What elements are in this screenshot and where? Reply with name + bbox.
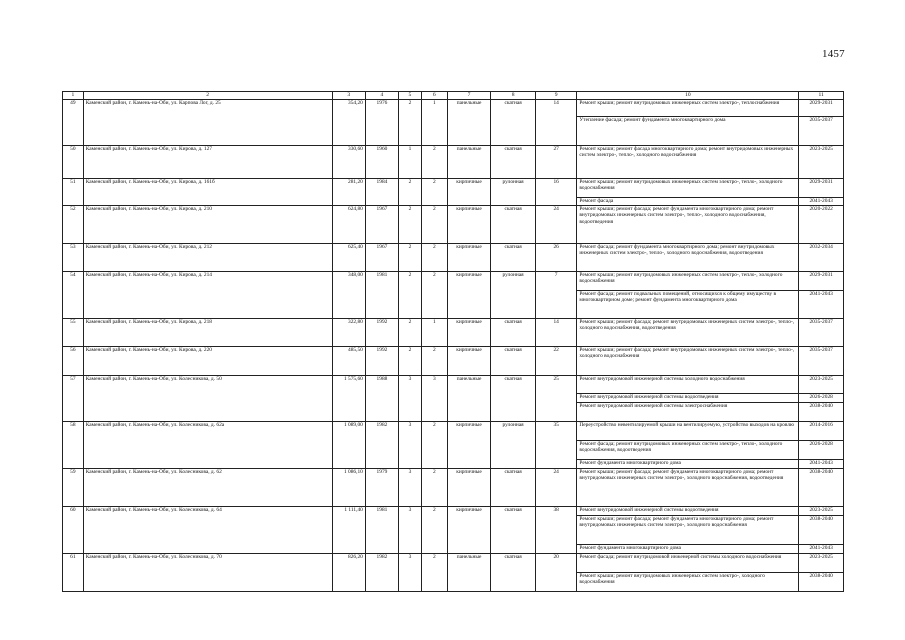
column-number: 6 <box>421 92 447 100</box>
wall-material-cell: панельные <box>447 554 491 592</box>
wall-material-cell: кирпичные <box>447 422 491 469</box>
work-period-cell: 2038-2040 <box>799 403 844 422</box>
wall-material-cell: кирпичные <box>447 319 491 347</box>
area-cell: 1 575,60 <box>332 376 365 422</box>
entrances-cell: 2 <box>421 179 447 206</box>
work-description-cell: Ремонт внутридомовой инженерной системы электроснабжения <box>577 403 799 422</box>
area-cell: 624,80 <box>332 206 365 244</box>
year-cell: 1982 <box>365 554 398 592</box>
roof-type-cell: скатная <box>491 554 536 592</box>
entrances-cell: 2 <box>421 347 447 376</box>
work-description-cell: Ремонт фасада; ремонт фундамента многоквартирного дома; ремонт внутридомовых инженерных систем электро-, тепло-, холодного водоснабжения, водоотведения <box>577 244 799 272</box>
entrances-cell: 2 <box>421 469 447 507</box>
table-row <box>63 100 844 117</box>
housing-register-table <box>62 91 844 592</box>
column-number: 8 <box>491 92 536 100</box>
column-number: 10 <box>577 92 799 100</box>
entrances-cell: 2 <box>421 244 447 272</box>
year-cell: 1960 <box>365 146 398 179</box>
entrances-cell: 2 <box>421 206 447 244</box>
table-row <box>63 554 844 573</box>
area-cell: 348,00 <box>332 272 365 319</box>
work-description-cell: Ремонт крыши; ремонт фасада; ремонт внутридомовых инженерных систем электро-, тепло-, холодного водоснабжения <box>577 347 799 376</box>
address-cell: Каменский район, г. Камень-на-Оби, ул. Колесникова, д. 64 <box>83 507 332 554</box>
table-row <box>63 507 844 516</box>
floors-cell: 3 <box>399 507 422 554</box>
year-cell: 1967 <box>365 206 398 244</box>
address-cell: Каменский район, г. Камень-на-Оби, ул. Карпова Лог, д. 25 <box>83 100 332 146</box>
year-cell: 1992 <box>365 319 398 347</box>
column-number: 9 <box>535 92 576 100</box>
address-cell: Каменский район, г. Камень-на-Оби, ул. Кирова, д. 214 <box>83 272 332 319</box>
row-number-cell: 56 <box>63 347 84 376</box>
address-cell: Каменский район, г. Камень-на-Оби, ул. Кирова, д. 218 <box>83 319 332 347</box>
work-description-cell: Переустройство невентилируемой крыши на вентилируемую, устройство выходов на кровлю <box>577 422 799 441</box>
year-cell: 1981 <box>365 272 398 319</box>
entrances-cell: 2 <box>421 507 447 554</box>
work-period-cell: 2023-2025 <box>799 376 844 394</box>
area-cell: 625,40 <box>332 244 365 272</box>
entrances-cell: 2 <box>421 146 447 179</box>
roof-type-cell: рулонная <box>491 422 536 469</box>
row-number-cell: 52 <box>63 206 84 244</box>
roof-type-cell: скатная <box>491 100 536 146</box>
work-period-cell: 2041-2043 <box>799 198 844 206</box>
work-period-cell: 2023-2025 <box>799 146 844 179</box>
year-cell: 1988 <box>365 376 398 422</box>
row-number-cell: 50 <box>63 146 84 179</box>
column-number: 3 <box>332 92 365 100</box>
work-period-cell: 2041-2043 <box>799 460 844 469</box>
table-row <box>63 206 844 244</box>
row-number-cell: 51 <box>63 179 84 206</box>
table-row <box>63 179 844 198</box>
area-cell: 1 111,40 <box>332 507 365 554</box>
floors-cell: 2 <box>399 347 422 376</box>
table-row <box>63 146 844 179</box>
area-cell: 1 089,00 <box>332 422 365 469</box>
row-number-cell: 57 <box>63 376 84 422</box>
work-description-cell: Ремонт фундамента многоквартирного дома <box>577 545 799 554</box>
column-number: 4 <box>365 92 398 100</box>
area-cell: 330,60 <box>332 146 365 179</box>
work-description-cell: Ремонт внутридомовой инженерной системы водоотведения <box>577 507 799 516</box>
floors-cell: 3 <box>399 376 422 422</box>
work-period-cell: 2026-2028 <box>799 441 844 460</box>
work-period-cell: 2026-2028 <box>799 394 844 403</box>
table-body <box>63 100 844 592</box>
page-number: 1457 <box>822 48 845 60</box>
floors-cell: 2 <box>399 272 422 319</box>
work-period-cell: 2032-2034 <box>799 244 844 272</box>
residents-cell: 35 <box>535 422 576 469</box>
work-period-cell: 2038-2040 <box>799 516 844 545</box>
address-cell: Каменский район, г. Камень-на-Оби, ул. Кирова, д. 212 <box>83 244 332 272</box>
work-description-cell: Ремонт фундамента многоквартирного дома <box>577 460 799 469</box>
year-cell: 1979 <box>365 469 398 507</box>
area-cell: 281,20 <box>332 179 365 206</box>
floors-cell: 2 <box>399 244 422 272</box>
address-cell: Каменский район, г. Камень-на-Оби, ул. Кирова, д. 127 <box>83 146 332 179</box>
area-cell: 1 086,10 <box>332 469 365 507</box>
work-period-cell: 2041-2043 <box>799 291 844 319</box>
table-row <box>63 422 844 441</box>
address-cell: Каменский район, г. Камень-на-Оби, ул. Кирова, д. 210 <box>83 206 332 244</box>
roof-type-cell: скатная <box>491 507 536 554</box>
roof-type-cell: рулонная <box>491 272 536 319</box>
table-row <box>63 347 844 376</box>
wall-material-cell: кирпичные <box>447 244 491 272</box>
floors-cell: 3 <box>399 554 422 592</box>
table-row <box>63 272 844 291</box>
row-number-cell: 59 <box>63 469 84 507</box>
residents-cell: 14 <box>535 319 576 347</box>
work-period-cell: 2023-2025 <box>799 507 844 516</box>
year-cell: 1982 <box>365 422 398 469</box>
work-description-cell: Ремонт внутридомовой инженерной системы холодного водоснабжения <box>577 376 799 394</box>
work-description-cell: Ремонт фасада <box>577 198 799 206</box>
work-period-cell: 2029-2031 <box>799 179 844 198</box>
row-number-cell: 53 <box>63 244 84 272</box>
residents-cell: 20 <box>535 554 576 592</box>
year-cell: 1981 <box>365 507 398 554</box>
roof-type-cell: рулонная <box>491 179 536 206</box>
roof-type-cell: скатная <box>491 206 536 244</box>
column-number: 1 <box>63 92 84 100</box>
residents-cell: 7 <box>535 272 576 319</box>
residents-cell: 26 <box>535 244 576 272</box>
floors-cell: 3 <box>399 469 422 507</box>
wall-material-cell: кирпичные <box>447 347 491 376</box>
column-number: 11 <box>799 92 844 100</box>
work-period-cell: 2014-2016 <box>799 422 844 441</box>
entrances-cell: 1 <box>421 319 447 347</box>
row-number-cell: 54 <box>63 272 84 319</box>
row-number-cell: 60 <box>63 507 84 554</box>
work-description-cell: Ремонт фасада; ремонт внутридомовой инженерной системы холодного водоснабжения <box>577 554 799 573</box>
floors-cell: 1 <box>399 146 422 179</box>
work-description-cell: Ремонт крыши; ремонт внутридомовых инженерных систем электро-, холодного водоснабжения <box>577 573 799 592</box>
wall-material-cell: кирпичные <box>447 206 491 244</box>
row-number-cell: 49 <box>63 100 84 146</box>
entrances-cell: 2 <box>421 554 447 592</box>
residents-cell: 22 <box>535 347 576 376</box>
wall-material-cell: кирпичные <box>447 272 491 319</box>
wall-material-cell: кирпичные <box>447 469 491 507</box>
work-period-cell: 2038-2040 <box>799 573 844 592</box>
work-period-cell: 2038-2040 <box>799 469 844 507</box>
roof-type-cell: скатная <box>491 347 536 376</box>
row-number-cell: 55 <box>63 319 84 347</box>
work-description-cell: Ремонт крыши; ремонт фасада; ремонт фундамента многоквартирного дома; ремонт внутридомовых инженерных систем электро-, холодного водоснабжения <box>577 516 799 545</box>
area-cell: 485,50 <box>332 347 365 376</box>
area-cell: 826,20 <box>332 554 365 592</box>
work-description-cell: Ремонт фасада; ремонт внутридомовых инженерных систем электро-, тепло-, холодного водоснабжения, водоотведения <box>577 441 799 460</box>
table-row <box>63 319 844 347</box>
floors-cell: 2 <box>399 206 422 244</box>
wall-material-cell: панельные <box>447 146 491 179</box>
work-description-cell: Ремонт крыши; ремонт внутридомовых инженерных систем электро-, теплоснабжения <box>577 100 799 117</box>
wall-material-cell: панельные <box>447 376 491 422</box>
address-cell: Каменский район, г. Камень-на-Оби, ул. Колесникова, д. 62а <box>83 422 332 469</box>
work-period-cell: 2029-2031 <box>799 100 844 117</box>
residents-cell: 24 <box>535 469 576 507</box>
work-period-cell: 2020-2022 <box>799 206 844 244</box>
entrances-cell: 2 <box>421 422 447 469</box>
address-cell: Каменский район, г. Камень-на-Оби, ул. Кирова, д. 161б <box>83 179 332 206</box>
residents-cell: 24 <box>535 206 576 244</box>
roof-type-cell: скатная <box>491 146 536 179</box>
roof-type-cell: скатная <box>491 244 536 272</box>
work-description-cell: Ремонт фасада; ремонт подвальных помещений, относящихся к общему имуществу в многоквартирном доме; ремонт фундамента многоквартирного дома <box>577 291 799 319</box>
wall-material-cell: кирпичные <box>447 507 491 554</box>
residents-cell: 14 <box>535 100 576 146</box>
year-cell: 1992 <box>365 347 398 376</box>
entrances-cell: 1 <box>421 100 447 146</box>
roof-type-cell: скатная <box>491 376 536 422</box>
entrances-cell: 3 <box>421 376 447 422</box>
wall-material-cell: панельные <box>447 100 491 146</box>
work-description-cell: Ремонт крыши; ремонт фасада; ремонт фундамента многоквартирного дома; ремонт внутридомовых инженерных систем электро-, холодного водоснабжения, водоотведения <box>577 469 799 507</box>
work-period-cell: 2029-2031 <box>799 272 844 291</box>
table-row <box>63 376 844 394</box>
column-number: 2 <box>83 92 332 100</box>
column-number-row <box>63 92 844 100</box>
floors-cell: 3 <box>399 422 422 469</box>
area-cell: 322,80 <box>332 319 365 347</box>
table-row <box>63 469 844 507</box>
roof-type-cell: скатная <box>491 319 536 347</box>
work-description-cell: Ремонт крыши; ремонт фасада; ремонт фундамента многоквартирного дома; ремонт внутридомовых инженерных систем электро-, тепло-, холодного водоснабжения, водоотведения <box>577 206 799 244</box>
year-cell: 1976 <box>365 100 398 146</box>
floors-cell: 2 <box>399 319 422 347</box>
roof-type-cell: скатная <box>491 469 536 507</box>
work-period-cell: 2035-2037 <box>799 347 844 376</box>
work-period-cell: 2035-2037 <box>799 117 844 146</box>
row-number-cell: 58 <box>63 422 84 469</box>
work-description-cell: Ремонт крыши; ремонт фасада многоквартирного дома; ремонт внутридомовых инженерных систем электро-, тепло-, холодного водоснабжения <box>577 146 799 179</box>
column-number: 5 <box>399 92 422 100</box>
floors-cell: 2 <box>399 179 422 206</box>
work-description-cell: Ремонт внутридомовой инженерной системы водоотведения <box>577 394 799 403</box>
residents-cell: 38 <box>535 507 576 554</box>
work-description-cell: Утепление фасада; ремонт фундамента многоквартирного дома <box>577 117 799 146</box>
address-cell: Каменский район, г. Камень-на-Оби, ул. Кирова, д. 220 <box>83 347 332 376</box>
year-cell: 1967 <box>365 244 398 272</box>
address-cell: Каменский район, г. Камень-на-Оби, ул. Колесникова, д. 62 <box>83 469 332 507</box>
work-description-cell: Ремонт крыши; ремонт фасада; ремонт внутридомовых инженерных систем электро-, тепло-, холодного водоснабжения, водоотведения <box>577 319 799 347</box>
area-cell: 354,20 <box>332 100 365 146</box>
work-description-cell: Ремонт крыши; ремонт внутридомовых инженерных систем электро-, тепло-, холодного водоснабжения <box>577 272 799 291</box>
table-row <box>63 244 844 272</box>
year-cell: 1984 <box>365 179 398 206</box>
entrances-cell: 2 <box>421 272 447 319</box>
wall-material-cell: кирпичные <box>447 179 491 206</box>
residents-cell: 25 <box>535 376 576 422</box>
residents-cell: 27 <box>535 146 576 179</box>
work-description-cell: Ремонт крыши; ремонт внутридомовых инженерных систем электро-, тепло-, холодного водоснабжения <box>577 179 799 198</box>
address-cell: Каменский район, г. Камень-на-Оби, ул. Колесникова, д. 50 <box>83 376 332 422</box>
residents-cell: 16 <box>535 179 576 206</box>
work-period-cell: 2023-2025 <box>799 554 844 573</box>
row-number-cell: 61 <box>63 554 84 592</box>
column-number: 7 <box>447 92 491 100</box>
address-cell: Каменский район, г. Камень-на-Оби, ул. Колесникова, д. 70 <box>83 554 332 592</box>
work-period-cell: 2041-2043 <box>799 545 844 554</box>
work-period-cell: 2035-2037 <box>799 319 844 347</box>
floors-cell: 2 <box>399 100 422 146</box>
